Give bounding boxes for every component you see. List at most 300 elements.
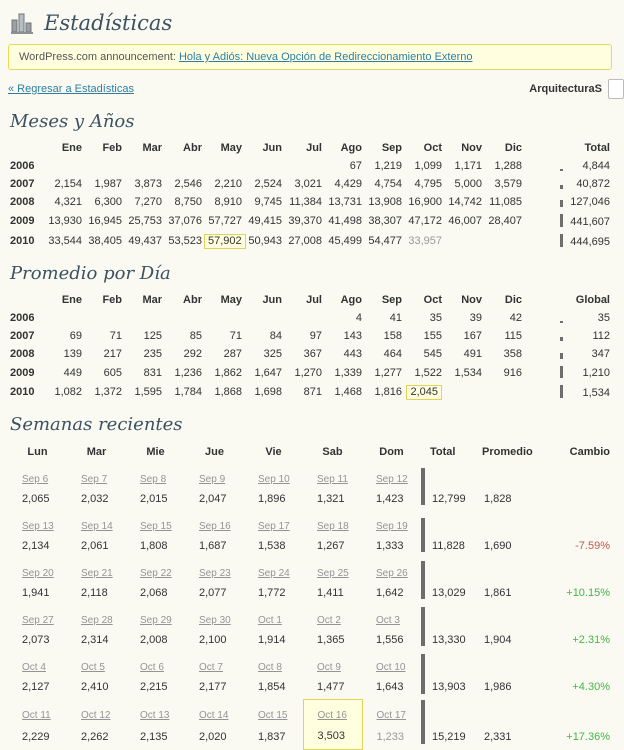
date-link[interactable]: Sep 16: [199, 521, 231, 532]
stat-cell: 167: [463, 330, 482, 342]
stat-cell: 367: [303, 348, 322, 360]
stat-cell: 3,021: [294, 178, 322, 190]
date-link[interactable]: Sep 6: [22, 474, 49, 485]
date-link[interactable]: Oct 5: [81, 662, 105, 673]
change-spacer: [546, 558, 612, 581]
avg-spacer: [482, 464, 546, 487]
stat-cell: 1,837: [258, 730, 286, 743]
daily-avg-table: [8, 291, 612, 402]
date-link[interactable]: Sep 10: [258, 474, 290, 485]
date-link[interactable]: Oct 12: [81, 710, 111, 722]
total-value: 127,046: [570, 196, 610, 208]
date-cell: [67, 464, 126, 487]
week-avg-value: 1,904: [484, 634, 512, 646]
total-cell: [524, 211, 612, 231]
stat-cell: 3,873: [134, 178, 162, 190]
stat-cell: 1,868: [214, 386, 242, 398]
date-cell: [8, 605, 67, 628]
date-link[interactable]: Oct 4: [22, 662, 46, 673]
stat-cell: 2,077: [199, 587, 227, 599]
week-dates-row: [8, 605, 612, 628]
week-dates-row: [8, 700, 612, 724]
stat-cell: 1,642: [376, 587, 404, 599]
date-link[interactable]: Sep 19: [376, 521, 408, 532]
stat-cell: 545: [423, 348, 442, 360]
week-total-value: 13,903: [432, 681, 466, 694]
week-total-value: 15,219: [432, 730, 466, 743]
stat-cell: 2,032: [81, 493, 109, 505]
stat-cell: 1,772: [258, 587, 286, 599]
stat-cell: [284, 309, 324, 327]
total-sparkline-bar: [560, 353, 563, 359]
total-spacer: [430, 700, 482, 724]
stat-cell: 38,405: [88, 235, 122, 247]
date-cell: [67, 511, 126, 534]
stat-cell: 85: [189, 330, 202, 342]
month-col-header: Ago: [340, 294, 362, 306]
stat-cell: 46,007: [448, 215, 482, 227]
stat-cell: 97: [309, 330, 322, 342]
table-row: [8, 309, 612, 327]
stat-cell: 45,499: [328, 235, 362, 247]
total-sparkline-bar: [560, 185, 563, 189]
date-cell: [362, 652, 421, 675]
stat-cell: 4,754: [374, 178, 402, 190]
stat-cell: 71: [229, 330, 242, 342]
total-sparkline-bar: [421, 518, 425, 552]
stat-cell: 2,262: [81, 730, 109, 743]
stat-cell: 2,134: [22, 540, 50, 552]
stat-cell: 1,941: [22, 587, 50, 599]
month-col-header: Feb: [102, 294, 122, 306]
date-cell: [67, 558, 126, 581]
total-value: 1,534: [582, 387, 610, 399]
date-cell: [303, 605, 362, 628]
week-values-row: [8, 534, 612, 558]
date-link[interactable]: Oct 2: [317, 615, 341, 626]
stat-cell: 1,698: [254, 386, 282, 398]
stat-cell: 1,854: [258, 681, 286, 694]
total-col-header: Total: [584, 142, 610, 154]
stat-cell: [484, 231, 524, 251]
header-row: [8, 291, 612, 309]
stat-cell: 491: [463, 348, 482, 360]
total-sparkline-bar: [560, 337, 563, 341]
stat-cell: 2,118: [81, 587, 108, 599]
stat-cell: 158: [383, 330, 402, 342]
stat-cell: [124, 309, 164, 327]
total-sparkline-bar: [421, 607, 425, 646]
date-link[interactable]: Sep 26: [376, 568, 408, 579]
stat-cell: 2,065: [22, 493, 50, 505]
stat-cell: 143: [343, 330, 362, 342]
total-sparkline-cell: [421, 605, 430, 652]
date-cell: [185, 558, 244, 581]
month-col-header: Feb: [102, 142, 122, 154]
stat-cell: 464: [383, 348, 402, 360]
day-col-header: Sab: [322, 446, 343, 458]
month-col-header: Ene: [61, 294, 82, 306]
stat-cell: 1,896: [258, 493, 286, 505]
total-cell: [524, 231, 612, 251]
avg-spacer: [482, 558, 546, 581]
total-col-header: Global: [575, 294, 610, 306]
stat-cell: 8,910: [214, 196, 242, 208]
stat-cell: 4,321: [54, 196, 82, 208]
total-sparkline-bar: [421, 700, 425, 744]
date-cell: [303, 464, 362, 487]
stat-cell: 871: [303, 386, 322, 398]
year-label: 2008: [10, 196, 35, 208]
week-values-row: [8, 628, 612, 652]
month-col-header: Mar: [142, 294, 162, 306]
stat-cell: 1,372: [94, 386, 122, 398]
month-col-header: May: [220, 142, 242, 154]
stat-cell: 2,546: [174, 178, 202, 190]
date-link[interactable]: Oct 17: [376, 710, 406, 722]
month-col-header: Dic: [504, 294, 522, 306]
date-link[interactable]: Sep 15: [140, 521, 172, 532]
total-cell: [524, 327, 612, 345]
stat-cell: 16,945: [88, 215, 122, 227]
back-to-stats-link[interactable]: « Regresar a Estadísticas: [8, 83, 134, 95]
stat-cell: 1,808: [140, 540, 168, 552]
stat-cell: 1,862: [214, 366, 242, 379]
total-sparkline-bar: [421, 468, 425, 505]
month-col-header: Ago: [340, 142, 362, 154]
stat-cell: 1,333: [376, 540, 404, 552]
date-cell: [244, 700, 303, 724]
stat-cell: 33,544: [48, 235, 82, 247]
week-change-value: [546, 487, 612, 511]
stat-cell: 2,047: [199, 493, 227, 505]
table-row: [8, 382, 612, 402]
stat-cell: 235: [143, 348, 162, 360]
stat-cell: 1,816: [374, 386, 402, 398]
stat-cell: 53,523: [168, 235, 202, 247]
stat-cell: 33,957: [408, 235, 442, 247]
stat-cell: 39,370: [288, 215, 322, 227]
week-change-value: +17.36%: [566, 730, 610, 743]
date-link[interactable]: Sep 29: [140, 615, 172, 626]
month-col-header: Nov: [461, 142, 482, 154]
day-col-header: Mie: [146, 446, 165, 458]
day-col-header: Vie: [265, 446, 282, 458]
date-cell: [362, 558, 421, 581]
table-row: [8, 193, 612, 211]
date-cell: [185, 700, 244, 724]
month-col-header: Mar: [142, 142, 162, 154]
date-cell: [362, 511, 421, 534]
week-total-value: 11,828: [432, 540, 465, 552]
date-cell: [126, 652, 185, 675]
stat-cell: 2,215: [140, 681, 168, 694]
day-col-header: Jue: [205, 446, 224, 458]
month-col-header: Sep: [381, 294, 402, 306]
stat-cell: 443: [343, 348, 362, 360]
date-cell: [126, 511, 185, 534]
year-col-header: [8, 291, 44, 309]
stat-cell: 5,000: [454, 178, 482, 190]
avg-spacer: [482, 511, 546, 534]
stat-cell: [484, 382, 524, 402]
stat-cell: 2,135: [140, 730, 168, 743]
stat-cell: 1,423: [376, 493, 404, 505]
year-label: 2010: [10, 235, 35, 247]
stat-cell: [44, 309, 84, 327]
total-sparkline-bar: [560, 169, 563, 171]
stat-cell: 3,579: [494, 178, 522, 190]
stat-cell: [244, 157, 284, 175]
date-cell: [126, 700, 185, 724]
stat-cell: [164, 157, 204, 175]
table-row: [8, 211, 612, 231]
stat-cell: 4,795: [414, 178, 442, 190]
stat-cell: 2,210: [214, 178, 242, 190]
stat-cell: 1,233: [376, 730, 405, 743]
date-cell: [67, 605, 126, 628]
stat-cell: 8,750: [174, 196, 202, 208]
date-link[interactable]: Oct 14: [199, 710, 229, 722]
date-cell: [185, 605, 244, 628]
date-link[interactable]: Sep 17: [258, 521, 290, 532]
stat-cell: 6,300: [94, 196, 122, 208]
date-cell: [244, 605, 303, 628]
stat-cell: 139: [63, 348, 82, 360]
date-link[interactable]: Oct 15: [258, 710, 288, 722]
date-link[interactable]: Sep 30: [199, 615, 231, 626]
month-col-header: Abr: [183, 142, 202, 154]
month-col-header: Abr: [183, 294, 202, 306]
stat-cell: 16,900: [408, 196, 442, 208]
date-link[interactable]: Oct 9: [317, 662, 341, 673]
stat-cell: 25,753: [128, 215, 162, 227]
stat-cell: 54,477: [368, 235, 402, 247]
announcement-link[interactable]: Hola y Adiós: Nueva Opción de Redireccionamiento Externo: [178, 51, 473, 63]
date-link[interactable]: Sep 28: [81, 615, 113, 626]
stat-cell: 9,745: [254, 196, 282, 208]
month-col-header: Jun: [262, 294, 282, 306]
week-dates-row: [8, 511, 612, 534]
stat-cell: 11,384: [289, 196, 322, 208]
date-link[interactable]: Oct 13: [140, 710, 170, 722]
stat-cell: 287: [223, 348, 242, 360]
stat-cell: 2,068: [140, 587, 168, 599]
stat-cell: [444, 382, 484, 402]
stat-cell: 292: [183, 348, 202, 360]
record-value: 2,045: [406, 385, 442, 400]
total-sparkline-bar: [421, 561, 425, 599]
table-row: [8, 231, 612, 251]
date-link[interactable]: Sep 13: [22, 521, 54, 532]
stat-cell: 47,172: [408, 215, 442, 227]
stat-cell: 1,538: [258, 540, 286, 552]
stat-cell: 1,339: [334, 366, 362, 379]
total-col-header: Total: [430, 446, 456, 458]
date-cell: [303, 558, 362, 581]
avg-col-header: Promedio: [482, 446, 533, 458]
change-spacer: [546, 464, 612, 487]
date-cell: [8, 511, 67, 534]
stat-cell: 49,437: [128, 235, 162, 247]
stat-cell: 1,595: [134, 386, 162, 398]
date-link[interactable]: Sep 20: [22, 568, 54, 579]
stat-cell: 71: [109, 330, 122, 342]
week-avg-value: 1,828: [484, 493, 512, 505]
total-spacer: [430, 605, 482, 628]
date-link[interactable]: Sep 27: [22, 615, 54, 626]
date-cell: [362, 464, 421, 487]
stat-cell: [84, 157, 124, 175]
total-sparkline-bar: [560, 321, 563, 323]
date-cell: [362, 605, 421, 628]
stat-cell: 1,477: [317, 681, 345, 693]
date-link[interactable]: Sep 24: [258, 568, 290, 579]
month-col-header: Oct: [423, 142, 442, 154]
blog-name-label: ArquitecturaS: [529, 83, 602, 95]
stat-cell: 2,524: [254, 178, 282, 190]
date-cell: [185, 511, 244, 534]
stat-cell: 1,219: [374, 160, 402, 172]
date-link[interactable]: Sep 14: [81, 521, 113, 532]
stat-cell: 2,073: [22, 634, 50, 646]
date-link[interactable]: Sep 12: [376, 474, 408, 485]
total-value: 444,695: [570, 236, 610, 248]
date-link[interactable]: Oct 3: [376, 615, 400, 626]
date-link[interactable]: Oct 11: [22, 710, 51, 722]
change-spacer: [546, 700, 612, 724]
week-avg-value: 1,986: [484, 681, 512, 694]
stat-cell: 1,643: [376, 681, 404, 694]
change-col-header: Cambio: [569, 446, 610, 458]
total-cell: [524, 193, 612, 211]
stat-cell: 2,229: [22, 730, 50, 743]
date-link[interactable]: Sep 25: [317, 568, 349, 579]
stat-cell: 11,085: [489, 196, 522, 208]
stat-cell: 84: [269, 330, 282, 342]
stat-cell: 1,987: [94, 178, 122, 190]
date-link[interactable]: Sep 7: [81, 474, 108, 485]
total-sparkline-cell: [421, 700, 430, 750]
record-value: 57,902: [204, 234, 246, 249]
week-values-row: [8, 487, 612, 511]
change-spacer: [546, 511, 612, 534]
date-link[interactable]: Oct 16: [317, 710, 347, 722]
stat-cell: 35: [429, 312, 442, 324]
total-value: 112: [592, 330, 610, 342]
stat-cell: 1,522: [414, 366, 442, 379]
stat-cell: 2,015: [140, 493, 168, 505]
week-total-value: 13,330: [432, 634, 466, 646]
stat-cell: 13,930: [48, 215, 82, 227]
date-link[interactable]: Sep 22: [140, 568, 172, 579]
stat-cell: 449: [63, 366, 82, 379]
stat-cell: 37,076: [168, 215, 202, 227]
week-total-value: 13,029: [432, 587, 466, 599]
date-link[interactable]: Oct 7: [199, 662, 223, 673]
blog-selector: [529, 79, 612, 99]
date-cell: [244, 558, 303, 581]
daily-avg-section-title: Promedio por Día: [10, 263, 171, 284]
total-value: 1,210: [582, 367, 610, 379]
stat-cell: 1,784: [174, 386, 202, 398]
stat-cell: 2,061: [81, 540, 109, 552]
date-link[interactable]: Sep 9: [199, 474, 226, 485]
stat-cell: 217: [103, 348, 122, 360]
date-link[interactable]: Oct 6: [140, 662, 164, 673]
stat-cell: 155: [423, 330, 442, 342]
year-label: 2008: [10, 348, 35, 360]
stat-cell: 14,742: [448, 196, 482, 208]
stat-cell: [124, 157, 164, 175]
date-link[interactable]: Oct 8: [258, 662, 282, 673]
stat-cell: [244, 309, 284, 327]
date-link[interactable]: Sep 21: [81, 568, 113, 579]
stat-cell: 1,171: [454, 160, 482, 172]
date-cell: [185, 464, 244, 487]
stat-cell: 115: [504, 330, 522, 342]
week-dates-row: [8, 558, 612, 581]
recent-weeks-table: [8, 442, 612, 750]
avg-spacer: [482, 652, 546, 675]
stat-cell: 41,498: [328, 215, 362, 227]
stat-cell: [204, 309, 244, 327]
total-sparkline-cell: [421, 511, 430, 558]
week-total-value: 12,799: [432, 493, 466, 505]
total-sparkline-cell: [421, 652, 430, 700]
stat-cell: 67: [349, 160, 362, 172]
announcement-prefix: WordPress.com announcement:: [19, 51, 179, 63]
stat-cell: 13,908: [368, 196, 402, 208]
stat-cell: 1,914: [258, 634, 286, 646]
date-link[interactable]: Sep 8: [140, 474, 167, 485]
total-sparkline-bar: [421, 654, 425, 694]
month-col-header: Jul: [306, 294, 322, 306]
table-row: [8, 363, 612, 382]
date-link[interactable]: Sep 11: [317, 474, 348, 485]
table-row: [8, 175, 612, 193]
stat-cell: 1,270: [294, 366, 322, 379]
date-cell: [185, 652, 244, 675]
total-cell: [524, 157, 612, 175]
stat-cell: 325: [263, 348, 282, 360]
week-change-value: +10.15%: [566, 587, 610, 599]
stat-cell: [284, 157, 324, 175]
date-link[interactable]: Oct 1: [258, 615, 282, 626]
year-label: 2009: [10, 215, 35, 227]
stat-cell: 125: [143, 330, 162, 342]
total-sparkline-bar: [560, 200, 563, 207]
stat-cell: 1,277: [374, 366, 402, 379]
stat-cell: [204, 231, 244, 251]
year-label: 2010: [10, 386, 35, 398]
date-link[interactable]: Oct 10: [376, 662, 406, 673]
year-label: 2006: [10, 312, 35, 324]
change-spacer: [546, 652, 612, 675]
month-col-header: Nov: [461, 294, 482, 306]
stat-cell: 358: [503, 348, 522, 360]
total-value: 347: [591, 348, 610, 360]
month-col-header: Sep: [381, 142, 402, 154]
stat-cell: 1,365: [317, 634, 345, 646]
blog-selector-partial[interactable]: [608, 79, 624, 99]
date-link[interactable]: Sep 18: [317, 521, 349, 532]
stat-cell: 1,556: [376, 634, 404, 646]
date-link[interactable]: Sep 23: [199, 568, 231, 579]
stat-cell: 41: [389, 312, 402, 324]
date-cell: [8, 558, 67, 581]
date-cell: [362, 700, 421, 724]
